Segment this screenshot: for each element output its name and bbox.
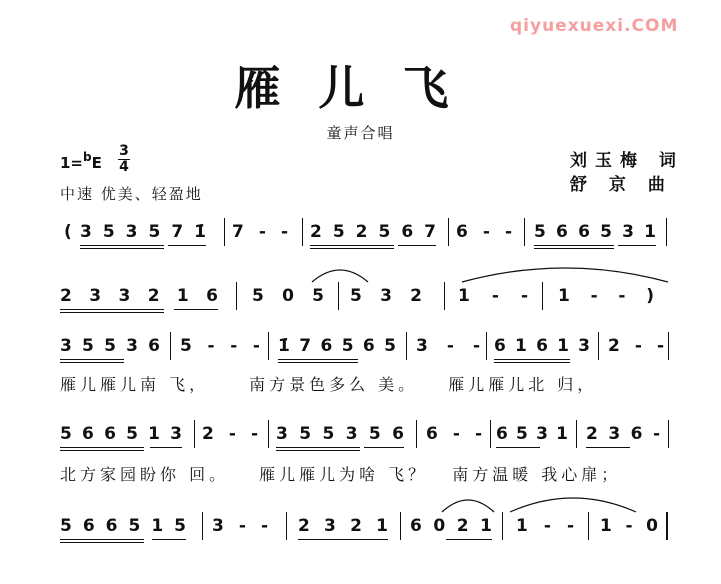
open-paren: (	[64, 222, 72, 242]
lyric-phrase: 雁儿雁儿南 飞，	[60, 375, 210, 394]
measure: 5 6 6 5 1 5	[60, 516, 186, 536]
slur-mark	[310, 264, 370, 284]
measure: 6 - -	[426, 424, 482, 444]
composer-credit: 舒 京 曲	[570, 175, 673, 195]
measure: 5 6 6 5 3 1	[534, 222, 656, 242]
notes-row	[60, 222, 670, 246]
measure: 3 5 5 3 5 6	[276, 424, 404, 444]
measure: 1 - -	[516, 516, 574, 536]
lyric-line-2	[60, 462, 621, 485]
notes-row	[60, 516, 670, 540]
measure: 6 0 2 1	[410, 516, 492, 536]
measure: 3 5 5 3 6	[60, 336, 160, 356]
measure: 5 3 2	[350, 286, 422, 306]
key-prefix: 1=	[60, 154, 84, 172]
measure: 5 0 5	[252, 286, 324, 306]
flat-sign: b	[83, 150, 92, 164]
lyric-line-1	[60, 372, 597, 395]
measure: 2 3 3 2 1 6	[60, 286, 218, 306]
key-note: E	[91, 154, 102, 172]
measure: 1 - - )	[558, 286, 654, 306]
tempo-marking: 中速 优美、轻盈地	[60, 185, 203, 203]
song-subtitle: 童声合唱	[326, 124, 395, 142]
notes-row	[60, 286, 670, 310]
measure: 6 - -	[456, 222, 512, 242]
slur-mark	[440, 494, 496, 514]
time-signature	[118, 144, 130, 175]
measure: 5 6 6 5 1 3	[60, 424, 182, 444]
key-signature	[60, 150, 102, 172]
tie-mark	[460, 262, 670, 284]
measure: 2 - -	[608, 336, 664, 356]
measure: 1 - -	[458, 286, 528, 306]
measure: 2 3 6 -	[586, 424, 660, 444]
measure: 2 - -	[202, 424, 258, 444]
notes-row	[60, 336, 670, 360]
lyric-phrase: 南方温暖 我心扉；	[452, 465, 622, 484]
lyric-phrase: 北方家园盼你 回。	[60, 465, 230, 484]
notes-row	[60, 424, 670, 448]
lyric-phrase: 雁儿雁儿为啥 飞？	[259, 465, 429, 484]
measure: 6 5 3 1	[496, 424, 568, 444]
lyricist-credit: 刘玉梅 词	[570, 151, 684, 171]
measure: 3 5 3 5 7 1̇	[80, 222, 206, 242]
measure: 7 - -	[232, 222, 288, 242]
measure: 6 1 6 1 3	[494, 336, 590, 356]
measure: 5 - - -	[180, 336, 260, 356]
meter-bottom: 4	[119, 159, 129, 175]
measure: 3 - -	[212, 516, 268, 536]
measure: 1̇ 7 6 5 6 5	[278, 336, 396, 356]
measure: 2 3 2 1	[298, 516, 388, 536]
measure: 1 - 0	[600, 516, 658, 536]
measure: 3 - -	[416, 336, 480, 356]
song-title: 雁儿飞	[234, 61, 487, 115]
measure: 2 5 2 5 6 7	[310, 222, 436, 242]
lyric-phrase: 雁儿雁儿北 归，	[448, 375, 598, 394]
site-watermark: qiyuexuexi.COM	[510, 16, 679, 36]
lyric-phrase: 南方景色多么 美。	[249, 375, 419, 394]
meter-top: 3	[119, 143, 129, 159]
tie-mark	[508, 492, 638, 514]
